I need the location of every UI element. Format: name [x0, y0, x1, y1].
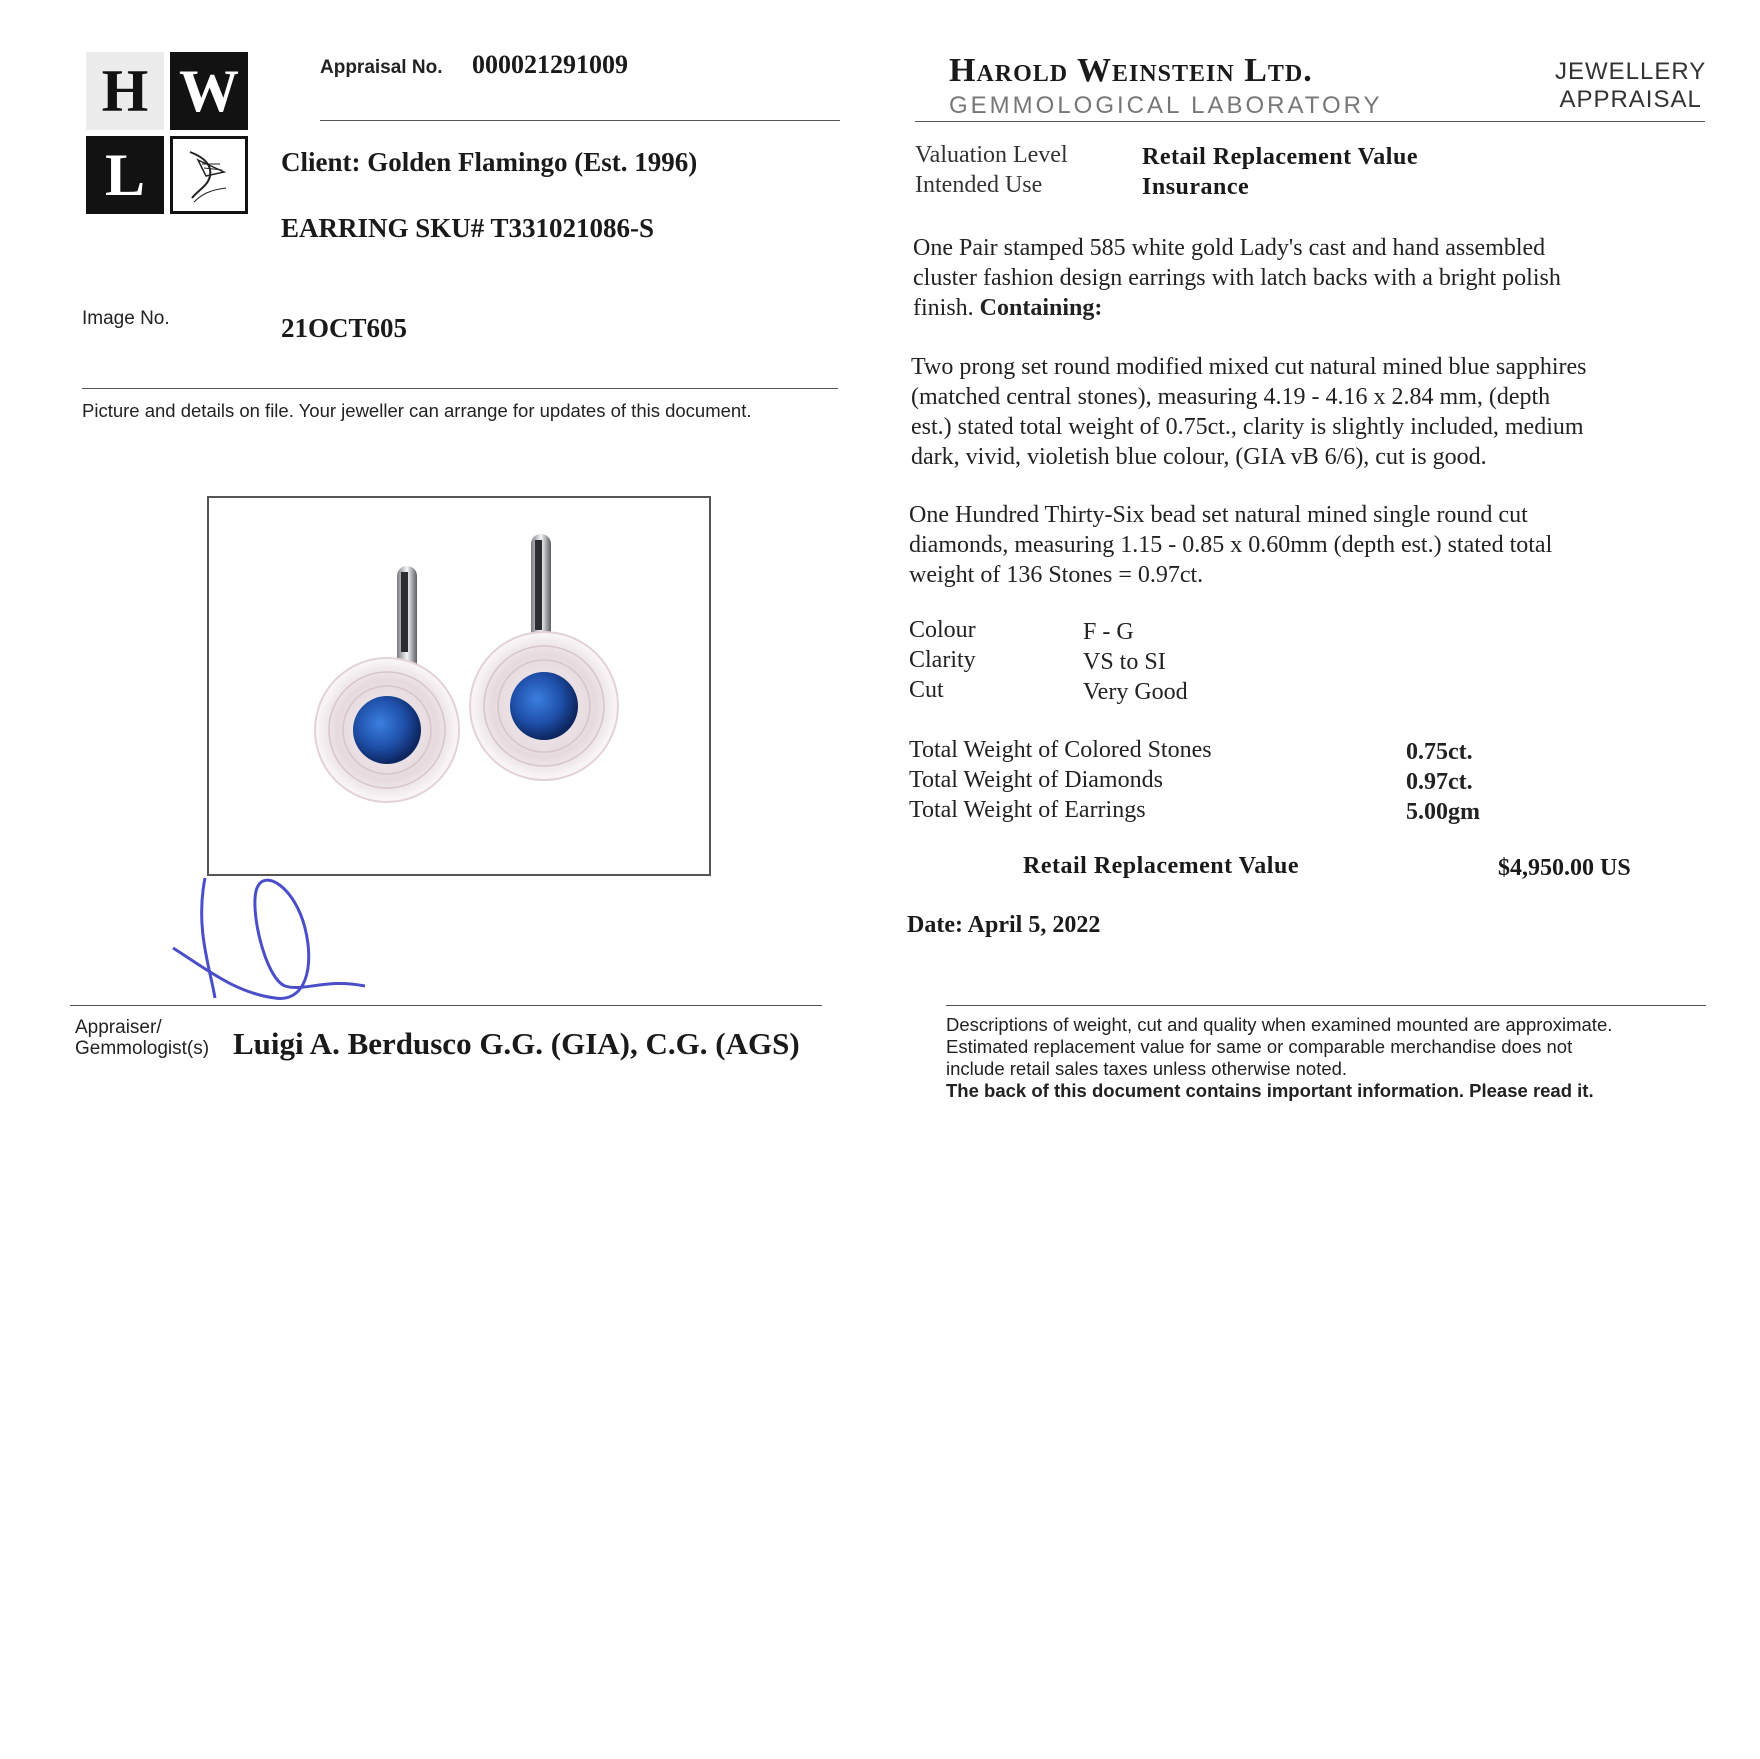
divider	[320, 120, 840, 121]
logo-letter-l: L	[86, 136, 164, 214]
disclaimer: Descriptions of weight, cut and quality when examined mounted are approximate. Estimated replacement value for same or comparable merchandise does not include retail sales taxes unless otherwise noted. The back of this document contains important information. Please read it.	[946, 1014, 1613, 1101]
file-note: Picture and details on file. Your jeweller can arrange for updates of this document.	[82, 400, 752, 421]
valuation-values: Retail Replacement Value Insurance	[1142, 144, 1418, 200]
grade-labels: Colour Clarity Cut	[909, 617, 976, 703]
client-name: Client: Golden Flamingo (Est. 1996)	[281, 147, 698, 177]
appraisal-number-label: Appraisal No.	[320, 57, 443, 78]
logo-flamingo-icon	[170, 136, 248, 214]
divider	[70, 1005, 822, 1006]
retail-value-label: Retail Replacement Value	[1023, 853, 1299, 879]
logo-letter-h: H	[86, 52, 164, 130]
appraiser-signature	[165, 858, 385, 1008]
appraisal-date: Date: April 5, 2022	[907, 912, 1101, 938]
weight-labels: Total Weight of Colored Stones Total Weight of Diamonds Total Weight of Earrings	[909, 737, 1212, 823]
appraiser-name: Luigi A. Berdusco G.G. (GIA), C.G. (AGS)	[233, 1026, 800, 1061]
document-type: JEWELLERY APPRAISAL	[1555, 58, 1707, 113]
appraiser-label: Appraiser/ Gemmologist(s)	[75, 1017, 210, 1059]
image-number: 21OCT605	[281, 313, 408, 343]
company-subtitle: GEMMOLOGICAL LABORATORY	[949, 92, 1383, 119]
diamond-description: One Hundred Thirty-Six bead set natural mined single round cut diamonds, measuring 1.15 - 0.85 x 0.60mm (depth est.) stated total weight of 136 Stones = 0.97ct.	[909, 502, 1553, 588]
item-description: One Pair stamped 585 white gold Lady's cast and hand assembled cluster fashion design earrings with latch backs with a bright polish finish. Containing:	[913, 235, 1561, 321]
divider	[946, 1005, 1706, 1006]
valuation-labels: Valuation Level Intended Use	[915, 142, 1068, 198]
divider	[915, 121, 1705, 122]
appraisal-number: 000021291009	[472, 50, 628, 79]
item-sku: EARRING SKU# T331021086-S	[281, 213, 655, 243]
image-number-label: Image No.	[82, 308, 170, 329]
divider	[82, 388, 838, 389]
grade-values: F - G VS to SI Very Good	[1083, 619, 1188, 705]
logo-letter-w: W	[170, 52, 248, 130]
retail-value: $4,950.00 US	[1498, 855, 1631, 881]
earrings-image	[209, 498, 709, 874]
weight-values: 0.75ct. 0.97ct. 5.00gm	[1406, 739, 1480, 825]
earring-photo	[207, 496, 711, 876]
sapphire-description: Two prong set round modified mixed cut natural mined blue sapphires (matched central stones), measuring 4.19 - 4.16 x 2.84 mm, (depth est.) stated total weight of 0.75ct., clarity is slightly included, medium dark, vivid, violetish blue colour, (GIA vB 6/6), cut is good.	[911, 354, 1587, 470]
company-name: Harold Weinstein Ltd.	[949, 52, 1313, 89]
